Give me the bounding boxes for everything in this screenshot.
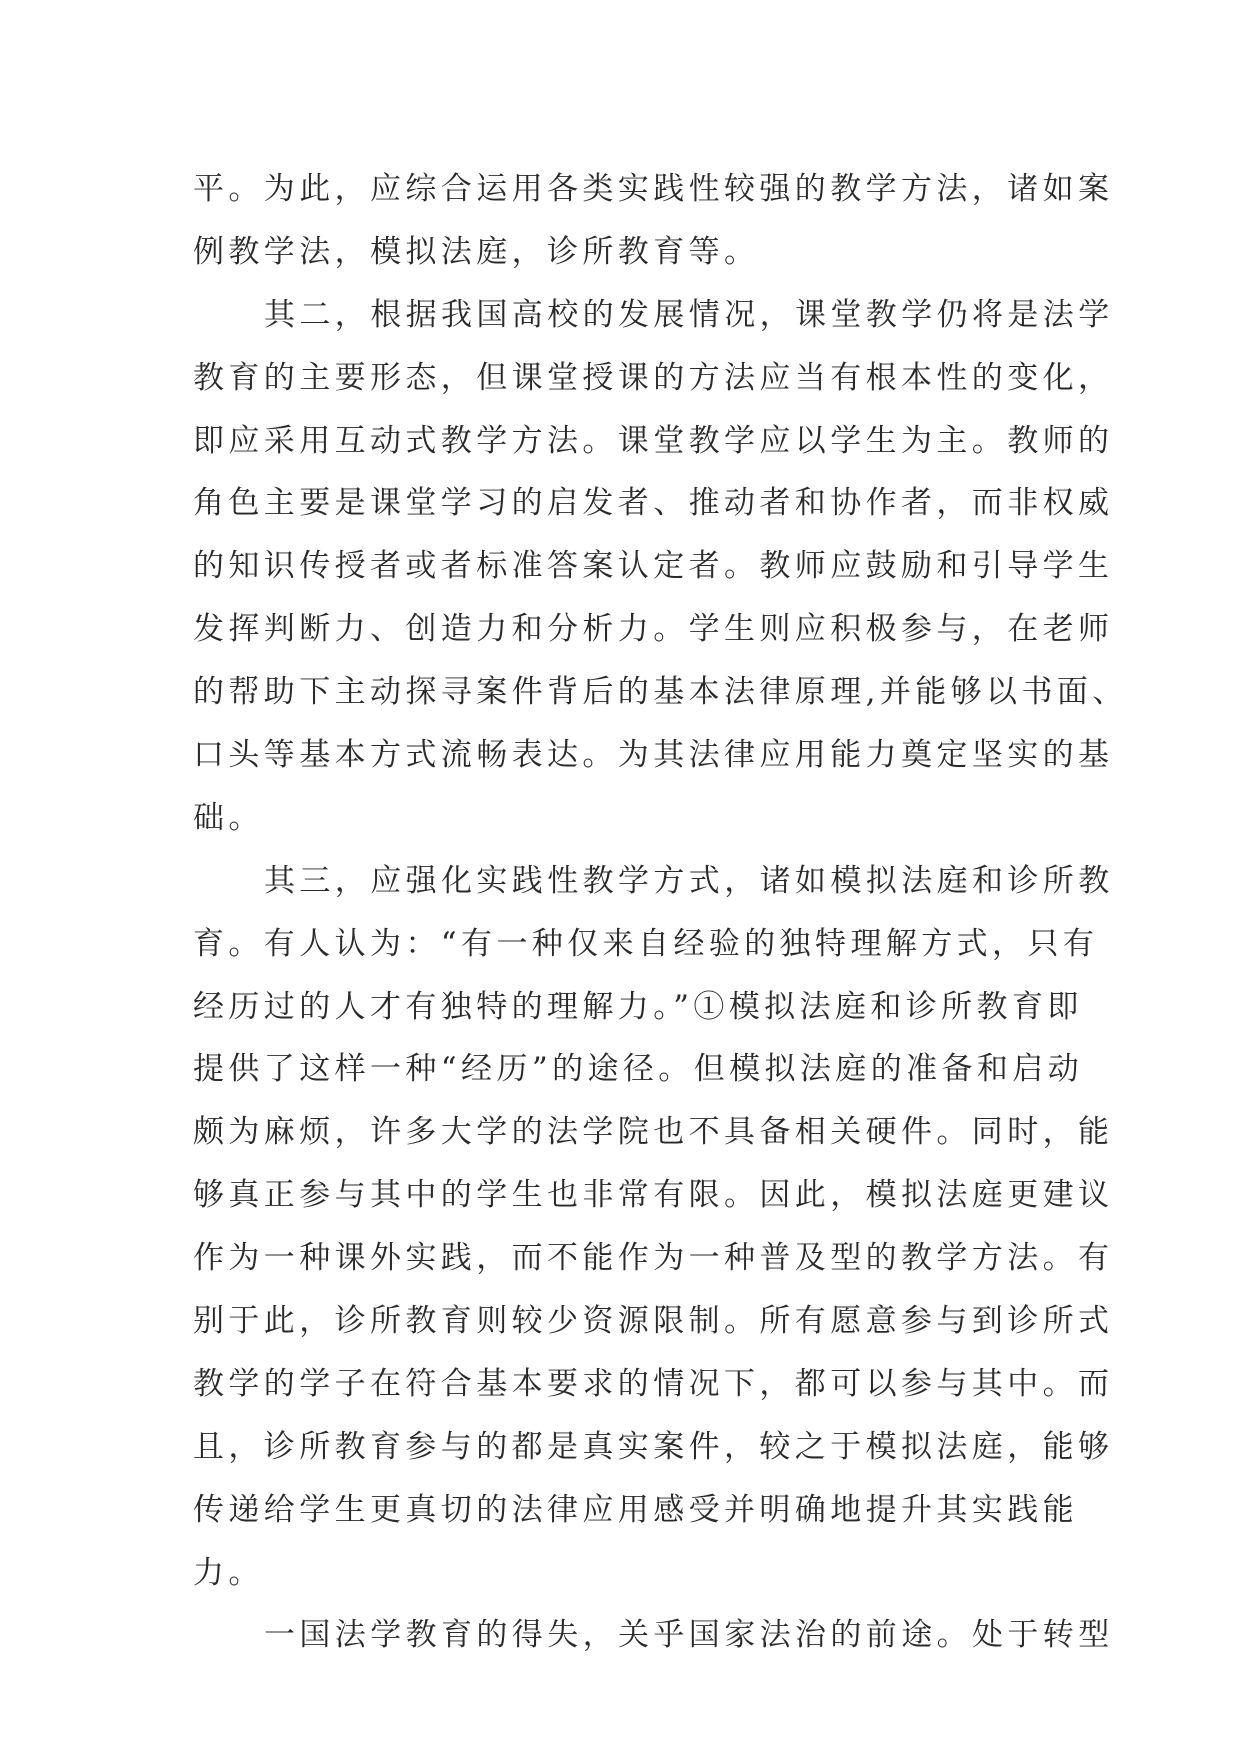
text-line: 育。有人认为：“有一种仅来自经验的独特理解方式，只有: [193, 925, 1099, 962]
text-line: 础。: [193, 799, 264, 836]
text-line: 力。: [193, 1554, 264, 1591]
text-line: 平。为此，应综合运用各类实践性较强的教学方法，诸如案: [193, 171, 1114, 207]
text-line: 的帮助下主动探寻案件背后的基本法律原理,并能够以书面、: [193, 674, 1128, 711]
text-line: 即应采用互动式教学方法。课堂教学应以学生为主。教师的: [193, 422, 1114, 459]
text-line: 教育的主要形态，但课堂授课的方法应当有根本性的变化，: [193, 359, 1114, 396]
text-line: 口头等基本方式流畅表达。为其法律应用能力奠定坚实的基: [193, 737, 1114, 774]
text-line: 发挥判断力、创造力和分析力。学生则应积极参与，在老师: [193, 611, 1114, 648]
text-line: 够真正参与其中的学生也非常有限。因此，模拟法庭更建议: [193, 1177, 1114, 1214]
text-line: 作为一种课外实践，而不能作为一种普及型的教学方法。有: [193, 1240, 1114, 1277]
text-line: 角色主要是课堂学习的启发者、推动者和协作者，而非权威: [193, 485, 1114, 522]
document-body: [193, 158, 1128, 1667]
text-line: 传递给学生更真切的法律应用感受并明确地提升其实践能: [193, 1491, 1078, 1528]
text-line: 的知识传授者或者标准答案认定者。教师应鼓励和引导学生: [193, 548, 1114, 585]
paragraph-first-line: 其三，应强化实践性教学方式，诸如模拟法庭和诊所教: [264, 862, 1114, 899]
text-line: 且，诊所教育参与的都是真实案件，较之于模拟法庭，能够: [193, 1428, 1114, 1465]
text-line: 教学的学子在符合基本要求的情况下，都可以参与其中。而: [193, 1365, 1114, 1402]
text-line: 别于此，诊所教育则较少资源限制。所有愿意参与到诊所式: [193, 1303, 1114, 1340]
text-line: 例教学法，模拟法庭，诊所教育等。: [193, 233, 760, 270]
paragraph-first-line: 其二，根据我国高校的发展情况，课堂教学仍将是法学: [264, 296, 1114, 333]
text-line: 提供了这样一种“经历”的途径。但模拟法庭的准备和启动: [193, 1051, 1084, 1088]
text-line: 经历过的人才有独特的理解力。”①模拟法庭和诊所教育即: [193, 988, 1083, 1025]
text-line: 颇为麻烦，许多大学的法学院也不具备相关硬件。同时，能: [193, 1114, 1114, 1151]
paragraph-first-line: 一国法学教育的得失，关乎国家法治的前途。处于转型: [264, 1617, 1114, 1654]
